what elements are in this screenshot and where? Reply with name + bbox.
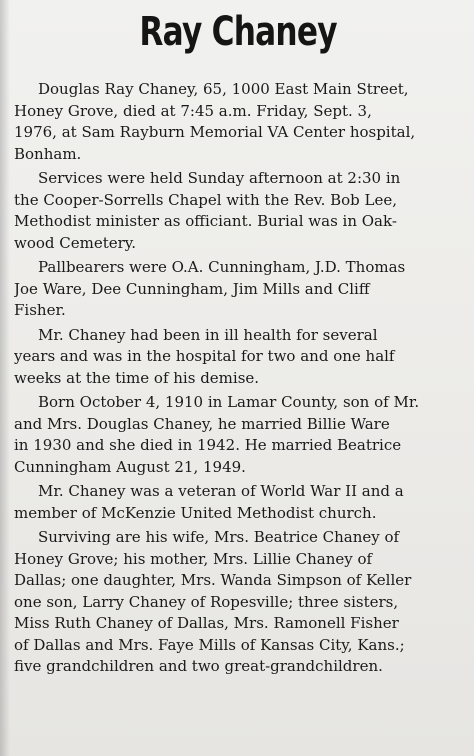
paragraph-line: Miss Ruth Chaney of Dallas, Mrs. Ramonell Fisher bbox=[14, 614, 399, 632]
paragraph-line: Dallas; one daughter, Mrs. Wanda Simpson of Keller bbox=[14, 571, 412, 589]
paragraph-line: Bonham. bbox=[14, 144, 82, 163]
paragraph-line: Cunningham August 21, 1949. bbox=[14, 457, 246, 476]
obituary-paragraph bbox=[14, 527, 474, 678]
paragraph-line: Honey Grove; his mother, Mrs. Lillie Chaney of bbox=[14, 549, 373, 568]
paragraph-line: in 1930 and she died in 1942. He married Beatrice bbox=[14, 436, 402, 454]
paragraph-line: one son, Larry Chaney of Ropesville; three sisters, bbox=[14, 592, 399, 611]
paragraph-line: 1976, at Sam Rayburn Memorial VA Center hospital, bbox=[14, 123, 416, 141]
paragraph-line: weeks at the time of his demise. bbox=[14, 368, 260, 387]
obituary-title: Ray Chaney bbox=[139, 9, 337, 55]
paragraph-line: five grandchildren and two great-grandchildren. bbox=[14, 657, 383, 675]
paragraph-line: Services were held Sunday afternoon at 2:30 in bbox=[38, 169, 401, 187]
paragraph-line: wood Cemetery. bbox=[14, 233, 137, 252]
obituary-paragraph bbox=[14, 168, 474, 254]
obituary-paragraph bbox=[14, 392, 474, 478]
paragraph-line: Methodist minister as officiant. Burial was in Oak- bbox=[14, 212, 397, 230]
paragraph-line: and Mrs. Douglas Chaney, he married Billie Ware bbox=[14, 414, 390, 433]
clipping-edge-shadow bbox=[0, 0, 10, 756]
paragraph-line: Mr. Chaney had been in ill health for several bbox=[38, 325, 378, 344]
paragraph-line: of Dallas and Mrs. Faye Mills of Kansas City, Kans.; bbox=[14, 635, 405, 654]
paragraph-line: Fisher. bbox=[14, 301, 66, 319]
paragraph-line: years and was in the hospital for two and one half bbox=[14, 347, 395, 365]
paragraph-line: Honey Grove, died at 7:45 a.m. Friday, Sept. 3, bbox=[14, 101, 372, 120]
paragraph-line: the Cooper-Sorrells Chapel with the Rev. Bob Lee, bbox=[14, 190, 398, 209]
obituary-paragraph bbox=[14, 79, 474, 165]
paragraph-line: Douglas Ray Chaney, 65, 1000 East Main Street, bbox=[38, 80, 409, 98]
paragraph-line: Born October 4, 1910 in Lamar County, son of Mr. bbox=[38, 393, 420, 411]
paragraph-line: Surviving are his wife, Mrs. Beatrice Chaney of bbox=[38, 528, 400, 546]
paragraph-line: member of McKenzie United Methodist church. bbox=[14, 503, 377, 522]
obituary-paragraph bbox=[14, 325, 474, 390]
obituary-paragraph bbox=[14, 481, 474, 524]
paragraph-line: Pallbearers were O.A. Cunningham, J.D. Thomas bbox=[38, 258, 406, 276]
obituary-paragraph bbox=[14, 257, 474, 322]
paragraph-line: Joe Ware, Dee Cunningham, Jim Mills and Cliff bbox=[14, 279, 370, 298]
obituary-body bbox=[14, 79, 474, 678]
paragraph-line: Mr. Chaney was a veteran of World War II and a bbox=[38, 482, 404, 500]
